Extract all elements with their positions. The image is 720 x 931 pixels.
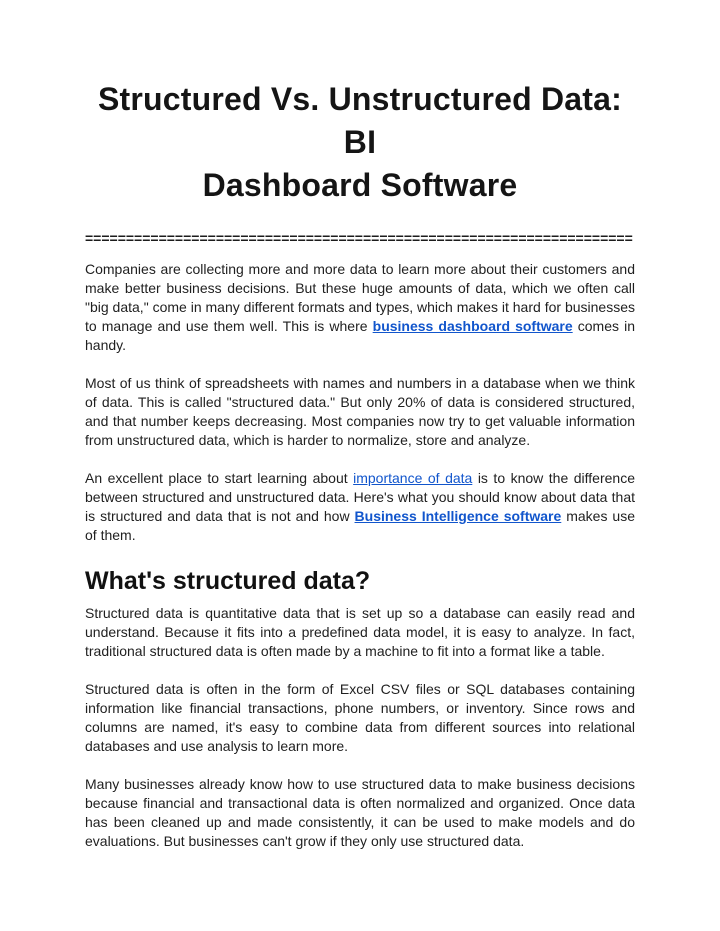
text-run: makes use of them.: [85, 508, 635, 543]
paragraph: [85, 374, 635, 450]
document-body: [85, 260, 635, 851]
text-run: Many businesses already know how to use structured data to make business decisions because financial and transactional data is often normalized and organized. Once data has been cleaned up and made consistently, it can be used to make models and do evaluations. But businesses can't grow if they only use structured data.: [85, 776, 635, 849]
text-run: Structured data is quantitative data that is set up so a database can easily read and understand. Because it fits into a predefined data model, it is easy to analyze. In fact, traditional structured data is often made by a machine to fit into a format like a table.: [85, 605, 635, 659]
text-run: Structured data is often in the form of Excel CSV files or SQL databases containing information like financial transactions, phone numbers, or inventory. Since rows and columns are named, it's easy to combine data from different sources into relational databases and use analysis to learn more.: [85, 681, 635, 754]
paragraph: [85, 775, 635, 851]
hyperlink[interactable]: importance of data: [353, 470, 473, 486]
text-run: Companies are collecting more and more data to learn more about their customers and make better business decisions. But these huge amounts of data, which we often call "big data," come in many different formats and types, which makes it hard for businesses to manage and use them well. This is where: [85, 261, 635, 334]
document-title-line-2: Dashboard Software: [202, 167, 518, 203]
equals-divider: ===================================================================: [85, 230, 633, 246]
paragraph: [85, 260, 635, 355]
document-title: [85, 78, 635, 207]
text-run: comes in handy.: [85, 318, 635, 353]
text-run: Most of us think of spreadsheets with names and numbers in a database when we think of data. This is called "structured data." But only 20% of data is considered structured, and that number keeps decreasing. Most companies now try to get valuable information from unstructured data, which is harder to normalize, store and analyze.: [85, 375, 635, 448]
paragraph: [85, 604, 635, 661]
text-run: An excellent place to start learning about: [85, 470, 354, 486]
text-run: is to know the difference between structured and unstructured data. Here's what you should know about data that is structured and data that is not and how: [85, 470, 635, 524]
hyperlink[interactable]: Business Intelligence software: [354, 508, 562, 524]
paragraph: [85, 680, 635, 756]
document-title-line-1: Structured Vs. Unstructured Data: BI: [97, 81, 623, 160]
paragraph: [85, 469, 635, 545]
hyperlink[interactable]: business dashboard software: [372, 318, 573, 334]
section-heading: What's structured data?: [85, 567, 371, 595]
